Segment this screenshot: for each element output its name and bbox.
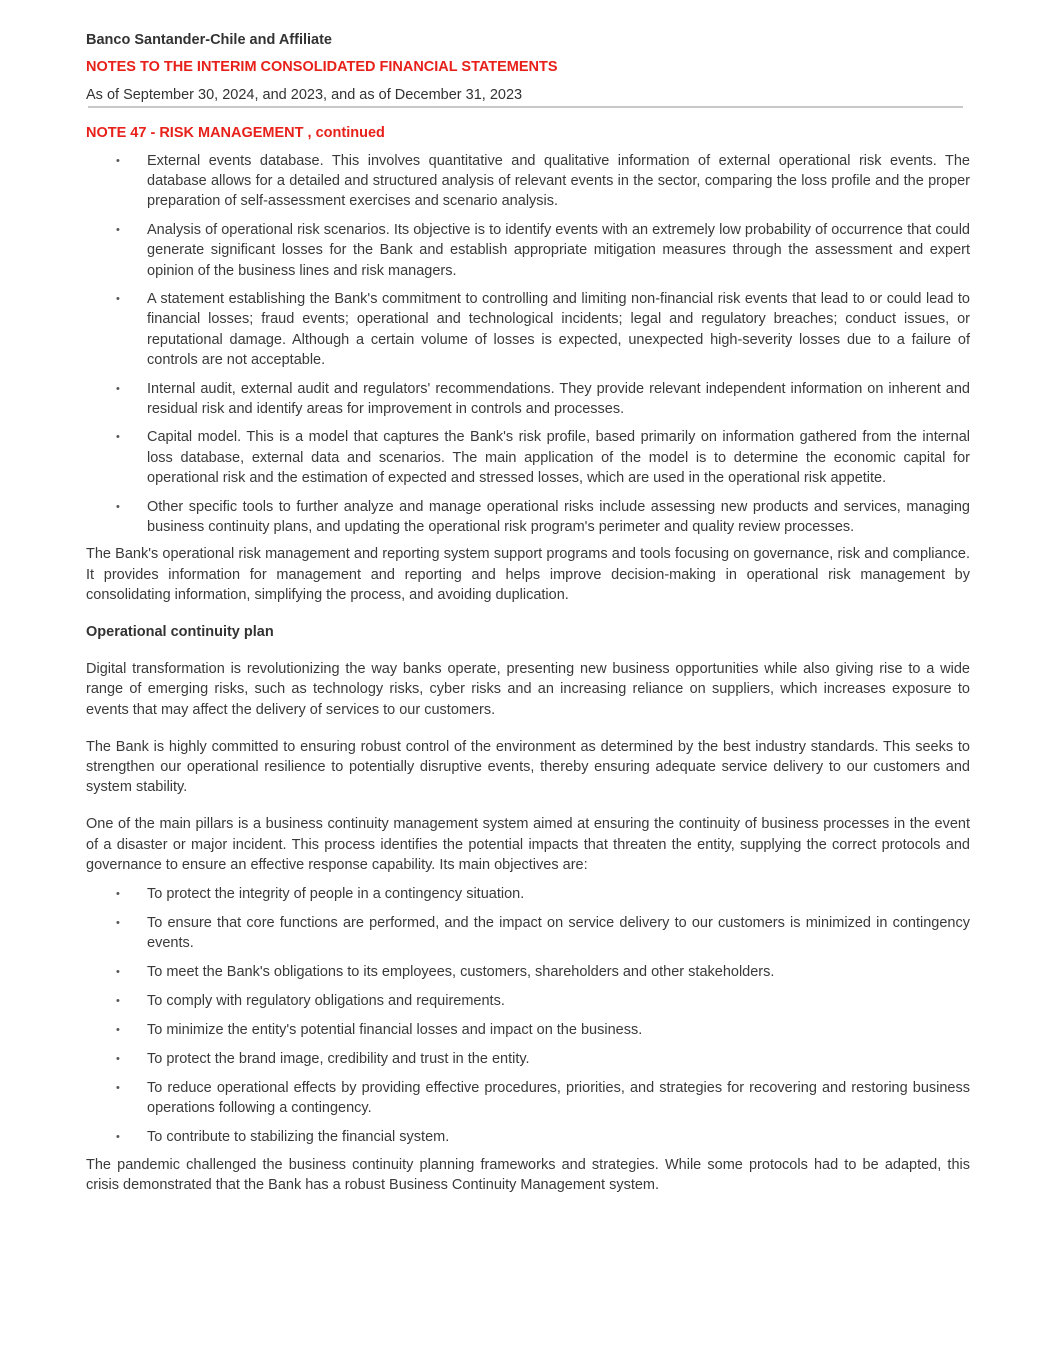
list-item-text: Analysis of operational risk scenarios. Its objective is to identify events with an extremely low probability of occurrence that could generate significant losses for the Bank and establish appropriate mitigation measures through the assessment and expert opinion of the business lines and risk managers. xyxy=(147,222,970,279)
list-item xyxy=(86,962,970,982)
list-item xyxy=(86,884,970,904)
bullet-icon: • xyxy=(116,224,120,237)
list-item xyxy=(86,991,970,1011)
list-item xyxy=(86,1020,970,1040)
bullet-icon: • xyxy=(116,1023,120,1036)
bullet-icon: • xyxy=(116,966,120,979)
list-item xyxy=(86,913,970,953)
list-item-text: To ensure that core functions are performed, and the impact on service delivery to our customers is minimized in contingency events. xyxy=(147,914,970,952)
paragraph-digital: Digital transformation is revolutionizing the way banks operate, presenting new business opportunities while also giving rise to a wide range of emerging risks, such as technology risks, cyber risks and an increasing reliance on suppliers, which increases exposure to events that may affect the delivery of services to our customers. xyxy=(86,661,970,718)
list-item xyxy=(86,289,970,370)
list-item xyxy=(86,1127,970,1147)
bullet-icon: • xyxy=(116,1052,120,1065)
bullet-icon: • xyxy=(116,916,120,929)
tools-list xyxy=(86,151,970,537)
note-title: NOTE 47 - RISK MANAGEMENT , continued xyxy=(86,125,385,141)
list-item-text: External events database. This involves quantitative and qualitative information of external operational risk events. The database allows for a detailed and structured analysis of relevant events in the sector, comparing the loss profile and the proper preparation of self-assessment exercises and scenario analysis. xyxy=(147,153,970,210)
list-item-text: Capital model. This is a model that captures the Bank's risk profile, based primarily on information gathered from the internal loss database, external data and scenarios. The main application of the model is to determine the economic capital for operational risk and the estimation of expected and stressed losses, which are used in the operational risk appetite. xyxy=(147,429,970,486)
list-item-text: To contribute to stabilizing the financial system. xyxy=(147,1128,450,1145)
list-item-text: A statement establishing the Bank's commitment to controlling and limiting non-financial risk events that lead to or could lead to financial losses; fraud events; operational and technological incidents; legal and regulatory breaches; conduct issues, or reputational damage. Although a certain volume of losses is expected, unexpected high-severity losses due to a failure of controls are not acceptable. xyxy=(147,291,970,368)
paragraph-system: The Bank's operational risk management and reporting system support programs and tools focusing on governance, risk and compliance. It provides information for management and reporting and helps improve decision-making in operational risk management by consolidating information, simplifying the process, and avoiding duplication. xyxy=(86,546,970,603)
notes-title: NOTES TO THE INTERIM CONSOLIDATED FINANCIAL STATEMENTS xyxy=(86,59,558,75)
bullet-icon: • xyxy=(116,994,120,1007)
list-item xyxy=(86,379,970,419)
bullet-icon: • xyxy=(116,382,120,395)
list-item xyxy=(86,497,970,537)
bullet-icon: • xyxy=(116,500,120,513)
date-line: As of September 30, 2024, and 2023, and as of December 31, 2023 xyxy=(86,87,523,103)
list-item-text: To protect the brand image, credibility and trust in the entity. xyxy=(147,1050,530,1067)
objectives-list xyxy=(86,884,970,1147)
list-item xyxy=(86,220,970,281)
paragraph-pandemic: The pandemic challenged the business continuity planning frameworks and strategies. While some protocols had to be adapted, this crisis demonstrated that the Bank has a robust Business Continuity Management system. xyxy=(86,1156,970,1193)
bullet-icon: • xyxy=(116,1081,120,1094)
paragraph-pillars: One of the main pillars is a business continuity management system aimed at ensuring the continuity of business processes in the event of a disaster or major incident. This process identifies the potential impacts that threaten the entity, supplying the correct protocols and governance to ensure an effective response capability. Its main objectives are: xyxy=(86,816,970,873)
list-item xyxy=(86,1049,970,1069)
section-heading-continuity: Operational continuity plan xyxy=(86,624,274,641)
document-page xyxy=(86,30,970,1195)
list-item-text: Internal audit, external audit and regulators' recommendations. They provide relevant independent information on inherent and residual risk and identify areas for improvement in controls and processes. xyxy=(147,380,970,417)
header-divider xyxy=(88,106,963,108)
bullet-icon: • xyxy=(116,155,120,167)
bullet-icon: • xyxy=(116,888,120,901)
list-item-text: Other specific tools to further analyze and manage operational risks include assessing new products and services, managing business continuity plans, and updating the operational risk program's perimeter and quality review processes. xyxy=(147,498,970,535)
list-item-text: To protect the integrity of people in a contingency situation. xyxy=(147,886,525,903)
bullet-icon: • xyxy=(116,293,120,306)
bullet-icon: • xyxy=(116,1130,120,1143)
list-item xyxy=(86,1078,970,1118)
list-item-text: To comply with regulatory obligations and requirements. xyxy=(147,992,505,1009)
list-item xyxy=(86,151,970,212)
list-item-text: To minimize the entity's potential financial losses and impact on the business. xyxy=(147,1021,643,1038)
paragraph-committed: The Bank is highly committed to ensuring robust control of the environment as determined by the best industry standards. This seeks to strengthen our operational resilience to potentially disruptive events, thereby ensuring adequate service delivery to our customers and system stability. xyxy=(86,738,970,796)
list-item xyxy=(86,427,970,488)
list-item-text: To meet the Bank's obligations to its employees, customers, shareholders and other stakeholders. xyxy=(147,964,775,981)
bullet-icon: • xyxy=(116,431,120,444)
list-item-text: To reduce operational effects by providing effective procedures, priorities, and strategies for recovering and restoring business operations following a contingency. xyxy=(147,1079,970,1116)
company-name: Banco Santander-Chile and Affiliate xyxy=(86,32,332,48)
